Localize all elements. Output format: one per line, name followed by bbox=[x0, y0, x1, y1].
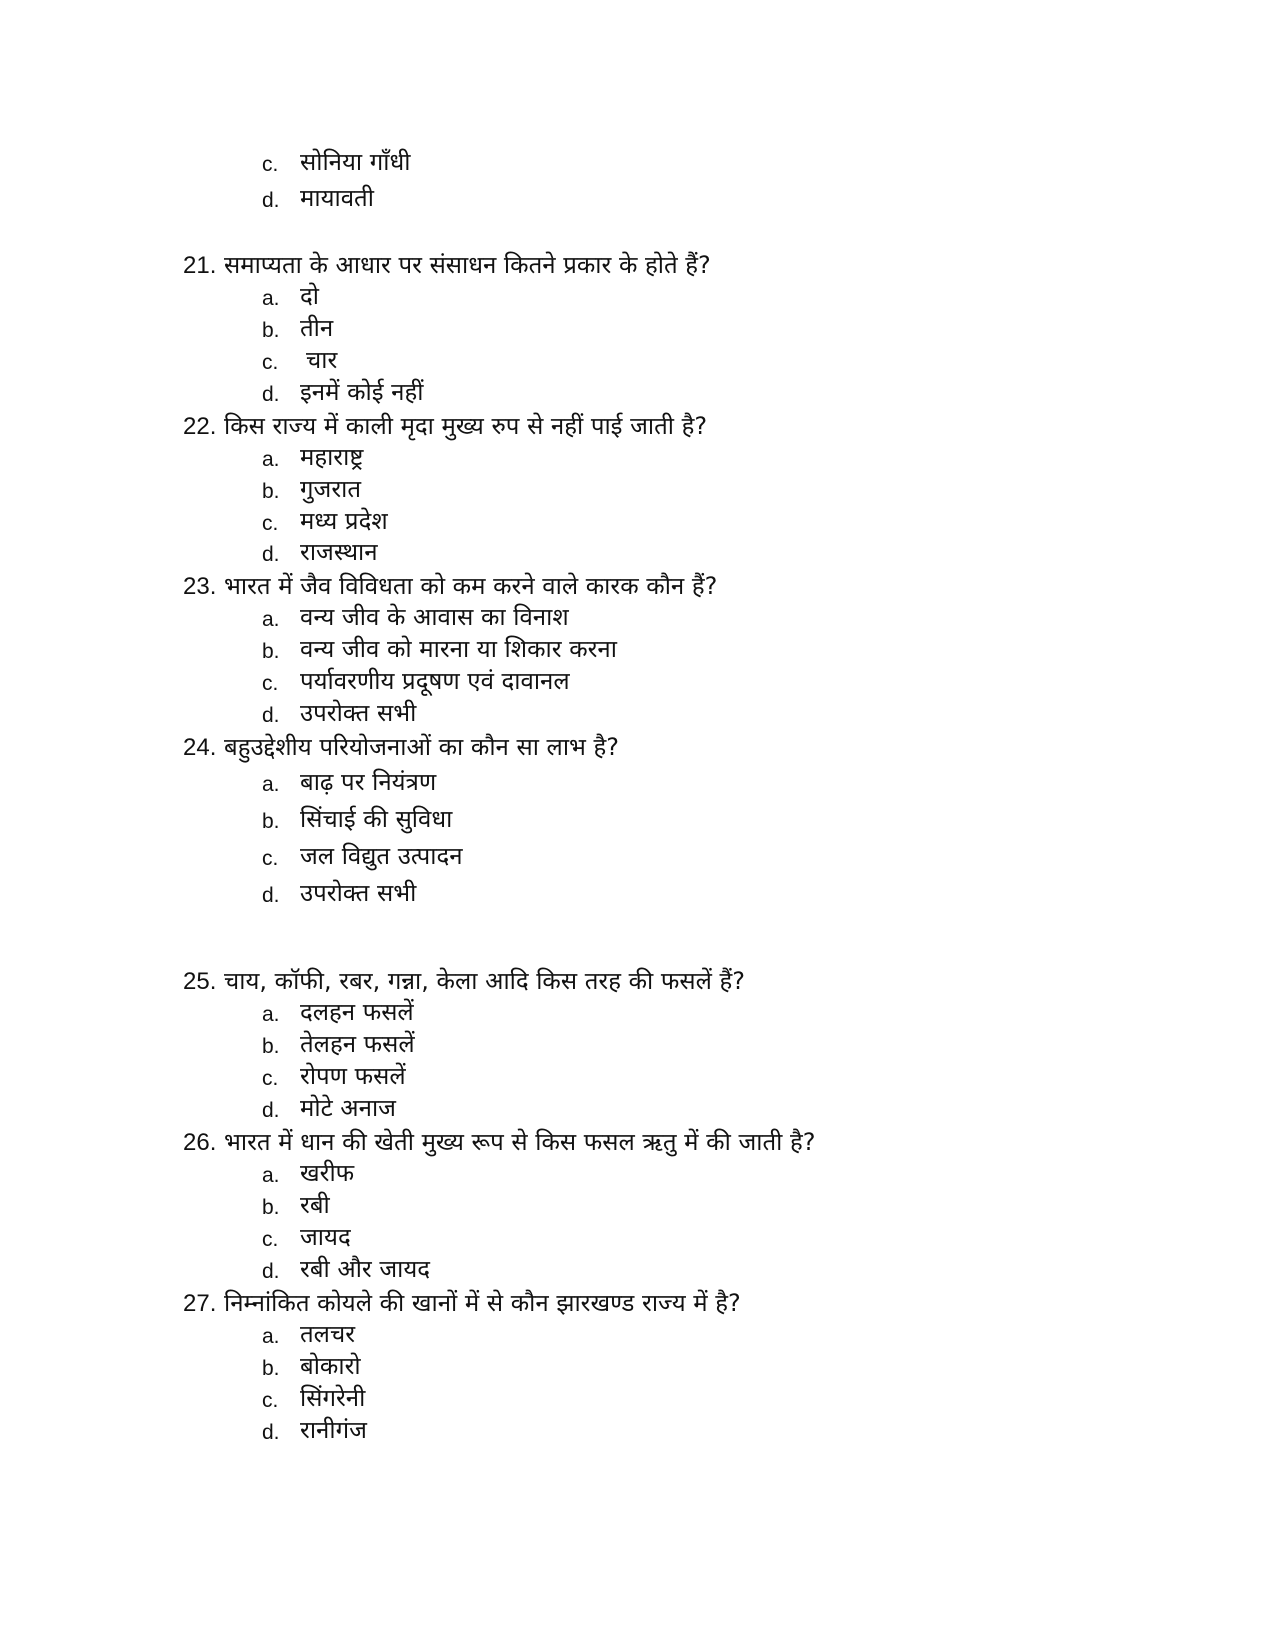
option-letter: a. bbox=[262, 448, 280, 471]
option-letter: b. bbox=[262, 810, 280, 833]
question-text: समाप्यता के आधार पर संसाधन कितने प्रकार के होते हैं? bbox=[224, 251, 711, 279]
option-text: जल विद्युत उत्पादन bbox=[300, 842, 463, 870]
question-26 bbox=[183, 1127, 815, 1158]
option-text: तलचर bbox=[300, 1320, 356, 1348]
option-text: दलहन फसलें bbox=[300, 998, 414, 1026]
option-letter: d. bbox=[262, 189, 280, 212]
option-text: सिंचाई की सुविधा bbox=[300, 805, 453, 833]
question-text: किस राज्य में काली मृदा मुख्य रुप से नहीं पाई जाती है? bbox=[224, 412, 708, 440]
option-letter: c. bbox=[262, 672, 279, 695]
question-21 bbox=[183, 250, 711, 281]
option-text: जायद bbox=[300, 1223, 351, 1251]
question-number: 23. bbox=[183, 573, 217, 600]
option-letter: a. bbox=[262, 773, 280, 796]
question-text: चाय, कॉफी, रबर, गन्ना, केला आदि किस तरह की फसलें हैं? bbox=[224, 967, 745, 995]
option-text: सोनिया गाँधी bbox=[300, 148, 411, 176]
option-text: गुजरात bbox=[300, 475, 362, 503]
question-number: 22. bbox=[183, 413, 217, 440]
option-text: वन्य जीव के आवास का विनाश bbox=[300, 603, 569, 631]
option-letter: c. bbox=[262, 1389, 279, 1412]
question-22 bbox=[183, 411, 707, 442]
option-letter: b. bbox=[262, 319, 280, 342]
option-letter: d. bbox=[262, 1260, 280, 1283]
option-letter: b. bbox=[262, 640, 280, 663]
question-24 bbox=[183, 732, 619, 763]
option-text: वन्य जीव को मारना या शिकार करना bbox=[300, 635, 617, 663]
question-number: 26. bbox=[183, 1129, 217, 1156]
option-letter: d. bbox=[262, 1099, 280, 1122]
question-text: निम्नांकित कोयले की खानों में से कौन झारखण्ड राज्य में है? bbox=[224, 1289, 741, 1317]
option-text: दो bbox=[300, 282, 319, 310]
option-text: उपरोक्त सभी bbox=[300, 879, 417, 907]
option-letter: a. bbox=[262, 1164, 280, 1187]
option-text: रानीगंज bbox=[300, 1416, 367, 1444]
option-text: मोटे अनाज bbox=[300, 1094, 396, 1122]
option-letter: a. bbox=[262, 608, 280, 631]
option-letter: b. bbox=[262, 1357, 280, 1380]
option-letter: c. bbox=[262, 351, 279, 374]
option-text: रबी bbox=[300, 1191, 330, 1219]
option-text: पर्यावरणीय प्रदूषण एवं दावानल bbox=[300, 667, 570, 695]
option-text: बोकारो bbox=[300, 1352, 361, 1380]
option-letter: a. bbox=[262, 287, 280, 310]
question-number: 21. bbox=[183, 252, 217, 279]
option-text: चार bbox=[306, 346, 338, 374]
question-23 bbox=[183, 571, 717, 602]
option-text: इनमें कोई नहीं bbox=[300, 378, 424, 406]
option-letter: a. bbox=[262, 1003, 280, 1026]
option-letter: c. bbox=[262, 1228, 279, 1251]
option-letter: a. bbox=[262, 1325, 280, 1348]
option-text: रोपण फसलें bbox=[300, 1062, 406, 1090]
option-letter: c. bbox=[262, 512, 279, 535]
option-letter: b. bbox=[262, 1196, 280, 1219]
option-letter: d. bbox=[262, 884, 280, 907]
option-text: खरीफ bbox=[300, 1159, 355, 1187]
question-number: 25. bbox=[183, 968, 217, 995]
option-letter: d. bbox=[262, 383, 280, 406]
option-text: तीन bbox=[300, 314, 334, 342]
question-25 bbox=[183, 966, 745, 997]
question-27 bbox=[183, 1288, 741, 1319]
option-text: तेलहन फसलें bbox=[300, 1030, 415, 1058]
option-letter: d. bbox=[262, 1421, 280, 1444]
option-letter: c. bbox=[262, 153, 279, 176]
option-text: मायावती bbox=[300, 184, 374, 212]
option-text: मध्य प्रदेश bbox=[300, 507, 388, 535]
option-letter: d. bbox=[262, 543, 280, 566]
option-letter: d. bbox=[262, 704, 280, 727]
option-text: महाराष्ट्र bbox=[300, 443, 364, 471]
option-letter: b. bbox=[262, 1035, 280, 1058]
option-letter: b. bbox=[262, 480, 280, 503]
question-text: भारत में जैव विविधता को कम करने वाले कारक कौन हैं? bbox=[224, 572, 718, 600]
option-letter: c. bbox=[262, 847, 279, 870]
question-text: बहुउद्देशीय परियोजनाओं का कौन सा लाभ है? bbox=[224, 733, 620, 761]
option-text: रबी और जायद bbox=[300, 1255, 431, 1283]
option-letter: c. bbox=[262, 1067, 279, 1090]
option-text: बाढ़ पर नियंत्रण bbox=[300, 768, 437, 796]
question-number: 27. bbox=[183, 1290, 217, 1317]
question-number: 24. bbox=[183, 734, 217, 761]
option-text: सिंगरेनी bbox=[300, 1384, 366, 1412]
option-text: उपरोक्त सभी bbox=[300, 699, 417, 727]
question-text: भारत में धान की खेती मुख्य रूप से किस फसल ऋतु में की जाती है? bbox=[224, 1128, 816, 1156]
option-text: राजस्थान bbox=[300, 538, 378, 566]
